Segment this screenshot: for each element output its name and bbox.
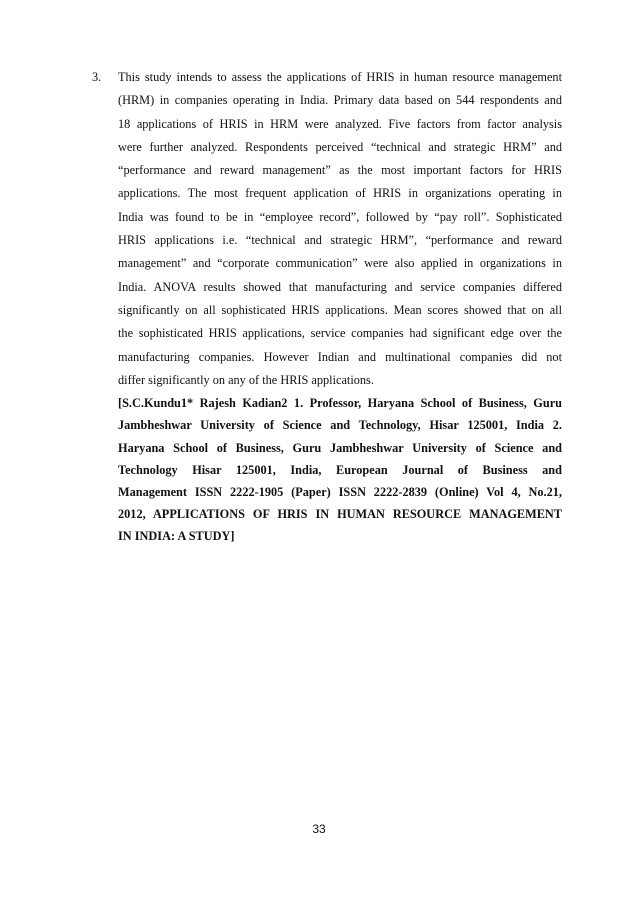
page-number: 33 [312,822,326,836]
abstract-line: India. ANOVA results showed that manufacturing and service companies differed [118,279,562,294]
citation-line: Jambheshwar University of Science and Technology, Hisar 125001, India 2. [118,418,562,433]
citation-line: Management ISSN 2222-1905 (Paper) ISSN 2222-2839 (Online) Vol 4, No.21, [118,484,562,499]
abstract-line: manufacturing companies. However Indian and multinational companies did not [118,349,562,364]
abstract-line: This study intends to assess the applications of HRIS in human resource management [118,70,562,84]
citation-line: Haryana School of Business, Guru Jambheshwar University of Science and [118,440,562,455]
abstract-line: HRIS applications i.e. “technical and strategic HRM”, “performance and reward [118,233,562,248]
abstract-line: differ significantly on any of the HRIS applications. [118,372,374,387]
entry-number: 3. [92,70,102,84]
abstract-paragraph [118,66,562,392]
abstract-line: (HRM) in companies operating in India. Primary data based on 544 respondents and [118,93,562,108]
abstract-line: the sophisticated HRIS applications, service companies had significant edge over the [118,326,562,341]
citation-block [118,392,562,547]
citation-line: IN INDIA: A STUDY] [118,529,235,544]
abstract-line: India was found to be in “employee record”, followed by “pay roll”. Sophisticated [118,209,562,224]
citation-line: Technology Hisar 125001, India, European Journal of Business and [118,462,562,477]
abstract-line: “performance and reward management” as the most important factors for HRIS [118,163,562,178]
abstract-line: were further analyzed. Respondents perceived “technical and strategic HRM” and [118,139,562,154]
entry-body [118,66,562,547]
abstract-line: 18 applications of HRIS in HRM were analyzed. Five factors from factor analysis [118,116,562,131]
citation-line: [S.C.Kundu1* Rajesh Kadian2 1. Professor, Haryana School of Business, Guru [118,396,562,411]
citation-line: 2012, APPLICATIONS OF HRIS IN HUMAN RESOURCE MANAGEMENT [118,507,562,522]
abstract-line: significantly on all sophisticated HRIS applications. Mean scores showed that on all [118,302,562,317]
abstract-line: applications. The most frequent application of HRIS in organizations operating in [118,186,562,201]
abstract-line: management” and “corporate communication” were also applied in organizations in [118,256,562,271]
